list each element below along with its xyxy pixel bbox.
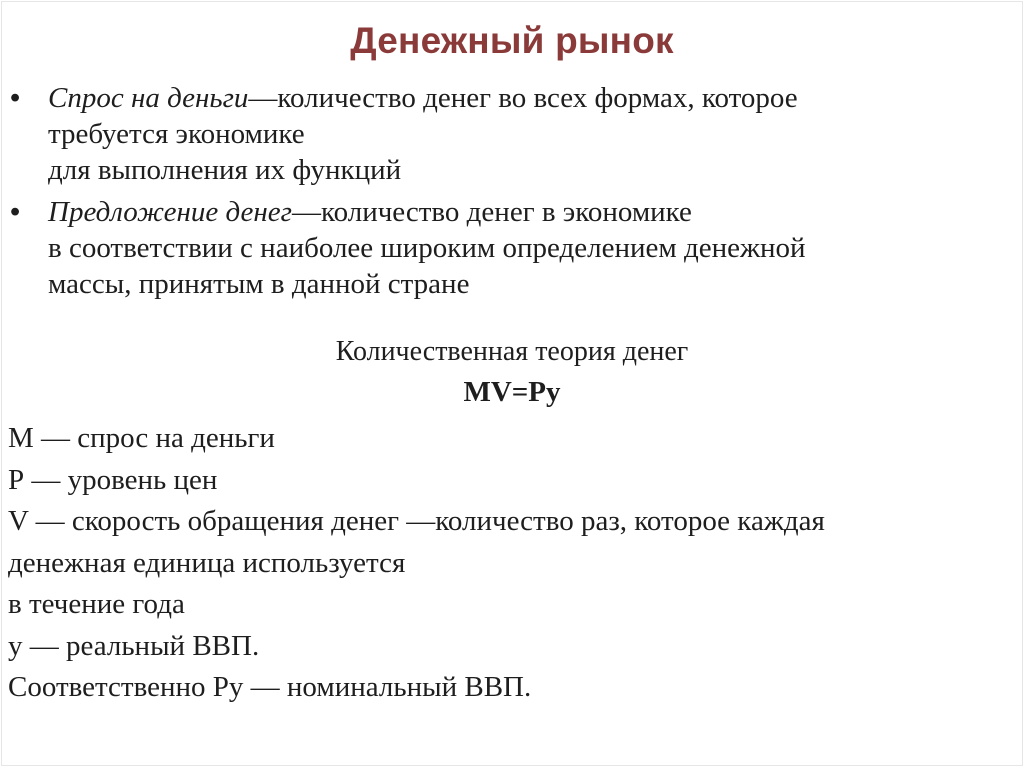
term-money-supply: Предложение денег (48, 196, 292, 228)
bullet-item-money-demand (10, 80, 1010, 188)
term-money-demand: Спрос на деньги (48, 82, 249, 114)
bullet-marker: • (10, 82, 21, 114)
definition-line: денежная единица используется (8, 546, 406, 579)
theory-title: Количественная теория денег (335, 336, 689, 367)
definition-text: —количество денег во всех формах, которое (248, 82, 798, 114)
bullet-marker: • (10, 196, 21, 228)
definition-text: массы, принятым в данной стране (48, 268, 470, 300)
definition-line: Р — уровень цен (8, 463, 218, 496)
definition-text: —количество денег в экономике (291, 196, 692, 228)
bullet-list (10, 80, 1010, 308)
definition-line: М — спрос на деньги (8, 422, 275, 454)
formula: MV=Py (463, 376, 561, 408)
definition-text: в соответствии с наиболее широким определением денежной (48, 232, 806, 264)
slide-title: Денежный рынок (350, 20, 674, 61)
definition-text: требуется экономике (48, 118, 305, 150)
definition-line: V — скорость обращения денег —количество раз, которое каждая (8, 505, 825, 537)
definition-line: у — реальный ВВП. (8, 629, 260, 662)
definition-line: в течение года (8, 588, 185, 620)
definition-line: Соответственно Ру — номинальный ВВП. (8, 671, 532, 703)
definitions-list (8, 418, 1013, 709)
definition-text: для выполнения их функций (48, 154, 402, 186)
bullet-item-money-supply (10, 194, 1010, 302)
bullet-line (48, 80, 1010, 116)
bullet-line (48, 194, 1010, 230)
